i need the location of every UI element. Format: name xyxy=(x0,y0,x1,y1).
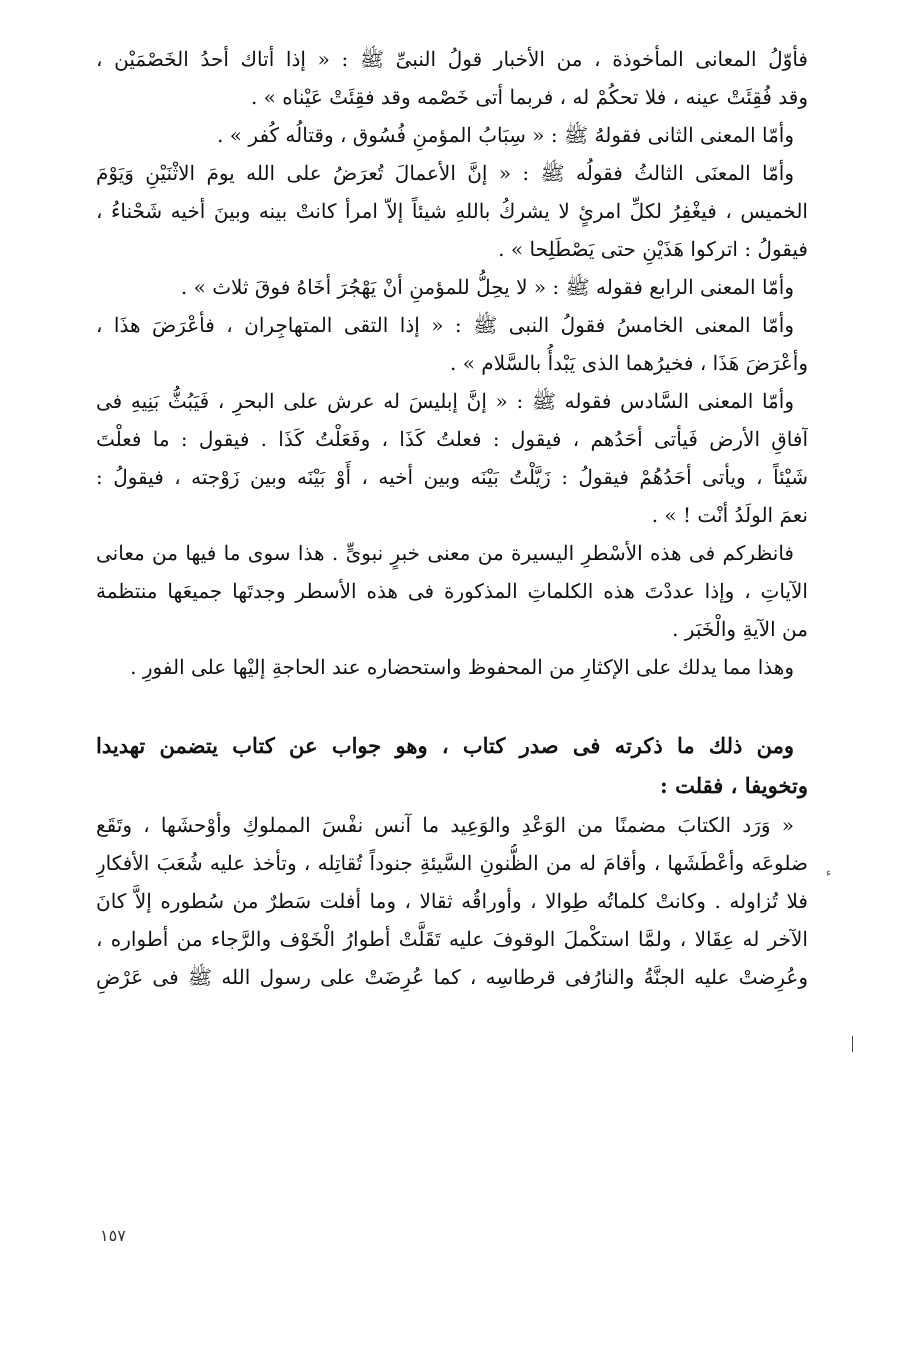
text-line: وأمّا المعنَى الثالثُ فقولُه ﷺ : « إنَّ الأعمالَ تُعرَضُ على الله يومَ الاثْنَيْنِ وَيَوْمَ xyxy=(96,161,794,185)
heading-line: ومن ذلك ما ذكرته فى صدر كتاب ، وهو جواب عن كتاب يتضمن تهديدا xyxy=(96,733,794,758)
paragraph-sixth-meaning xyxy=(96,382,808,534)
text-line: وأمّا المعنى الرابع فقوله ﷺ : « لا يحِلُّ للمؤمنِ أنْ يَهْجُرَ أخَاهُ فوقَ ثلاث » . xyxy=(180,275,794,299)
paragraph-letter-quote xyxy=(96,806,808,996)
text-line: وأمّا المعنى الثانى فقولهُ ﷺ : « سِبَابُ المؤمنِ فُسُوق ، وقتالُه كُفر » . xyxy=(217,123,794,147)
heading-line: وتخويفا ، فقلت : xyxy=(660,773,808,798)
paragraph-second-meaning xyxy=(96,116,808,154)
text-line: وأعْرَضَ هَذَا ، فخيرُهما الذى يَبْدأُ بالسَّلام » . xyxy=(450,351,808,375)
page-number: ١٥٧ xyxy=(100,1226,126,1245)
book-page xyxy=(96,40,808,996)
text-line: فيقولُ : اتركوا هَذَيْنِ حتى يَصْطَلِحا » . xyxy=(498,237,808,261)
text-line: « وَرَد الكتابَ مضمنًا من الوَعْدِ والوَعِيد ما آنس نفْسَ المملوكِ وأوْحشَها ، وتَقَع xyxy=(96,813,794,837)
section-heading xyxy=(96,726,808,806)
text-line: آفاقِ الأرض فَيأتى أحَدُهم ، فيقول : فعلتُ كَذَا ، وفَعَلْتُ كَذَا . فيقول : ما فعلْتَ xyxy=(96,427,808,451)
text-line: وأمّا المعنى السَّادس فقوله ﷺ : « إنَّ إبليسَ له عرش على البحرِ ، فَيَبُثُّ بَنِيهِ فى xyxy=(96,389,794,413)
paragraph-third-meaning xyxy=(96,154,808,268)
text-line: فلا تُزاوله . وكانتْ كلماتُه طِوالا ، وأوراقُه ثقالا ، وما أفلت سَطرٌ من سُطوره إلاَّ كانَ xyxy=(96,889,808,913)
text-line: وعُرِضتْ عليه الجنَّةُ والنارُفى قرطاسِه ، كما عُرِضَتْ على رسول الله ﷺ فى عَرْضِ xyxy=(96,965,808,989)
text-line: وأمّا المعنى الخامسُ فقولُ النبى ﷺ : « إذا التقى المتهاجِران ، فأعْرَضَ هذَا ، xyxy=(96,313,794,337)
text-line: ضلوعَه وأعْطَشَها ، وأقامَ له من الظُّنونِ السَّيئةِ جنوداً تُقاتِله ، وتأخذ عليه شُعَبَ الأفكارِ xyxy=(96,851,808,875)
text-line: شَيْئاً ، ويأتى أحَدُهُمْ فيقولُ : زَيَّلْتُ بَيْنَه وبين أخيه ، أَوْ بَيْنَه وبين زَوْجته ، فيقولُ : xyxy=(96,465,808,489)
text-line: وهذا مما يدلك على الإكثارِ من المحفوظ واستحضاره عند الحاجةِ إليْها على الفورِ . xyxy=(130,655,794,679)
paragraph-fifth-meaning xyxy=(96,306,808,382)
text-line: فانظركم فى هذه الأسْطرِ اليسيرة من معنى خبرٍ نبوىٍّ . هذا سوى ما فيها من معانى xyxy=(96,541,794,565)
text-line: الآخر له عِقَالا ، ولمَّا استكْملَ الوقوفَ عليه تَقَلَّتْ أطوارُ الْخَوْف والرَّجاء من أطواره ، xyxy=(96,927,808,951)
paragraph-memorization xyxy=(96,648,808,686)
text-line: نعمَ الولَدُ أنْت ! » . xyxy=(651,503,808,527)
text-line: الآياتِ ، وإذا عددْتَ هذه الكلماتِ المذكورة فى هذه الأسطر وجدتَها جميعَها منتظمة xyxy=(96,579,808,603)
paragraph-reflection xyxy=(96,534,808,648)
section-gap xyxy=(96,686,808,726)
text-line: وقد فُقِئَتْ عينه ، فلا تحكُمْ له ، فربما أتى خَصْمه وقد فقِئَتْ عَيْناه » . xyxy=(250,85,808,109)
paragraph-fourth-meaning xyxy=(96,268,808,306)
paragraph-first-meaning xyxy=(96,40,808,116)
text-line: فأوّلُ المعانى المأخوذة ، من الأخبار قولُ النبىِّ ﷺ : « إذا أتاك أحدُ الخَصْمَيْن ، xyxy=(96,47,808,71)
margin-tick-mark xyxy=(852,1036,853,1052)
text-line: الخميس ، فيغْفِرُ لكلِّ امرئٍ لا يشركُ باللهِ شيئاً إلاّ امرأ كانتْ بينه وبينَ أخيه شَحْناءُ ، xyxy=(96,199,808,223)
margin-ink-mark: ء xyxy=(826,866,832,879)
text-line: من الآيةِ والْخَبَر . xyxy=(672,617,808,641)
